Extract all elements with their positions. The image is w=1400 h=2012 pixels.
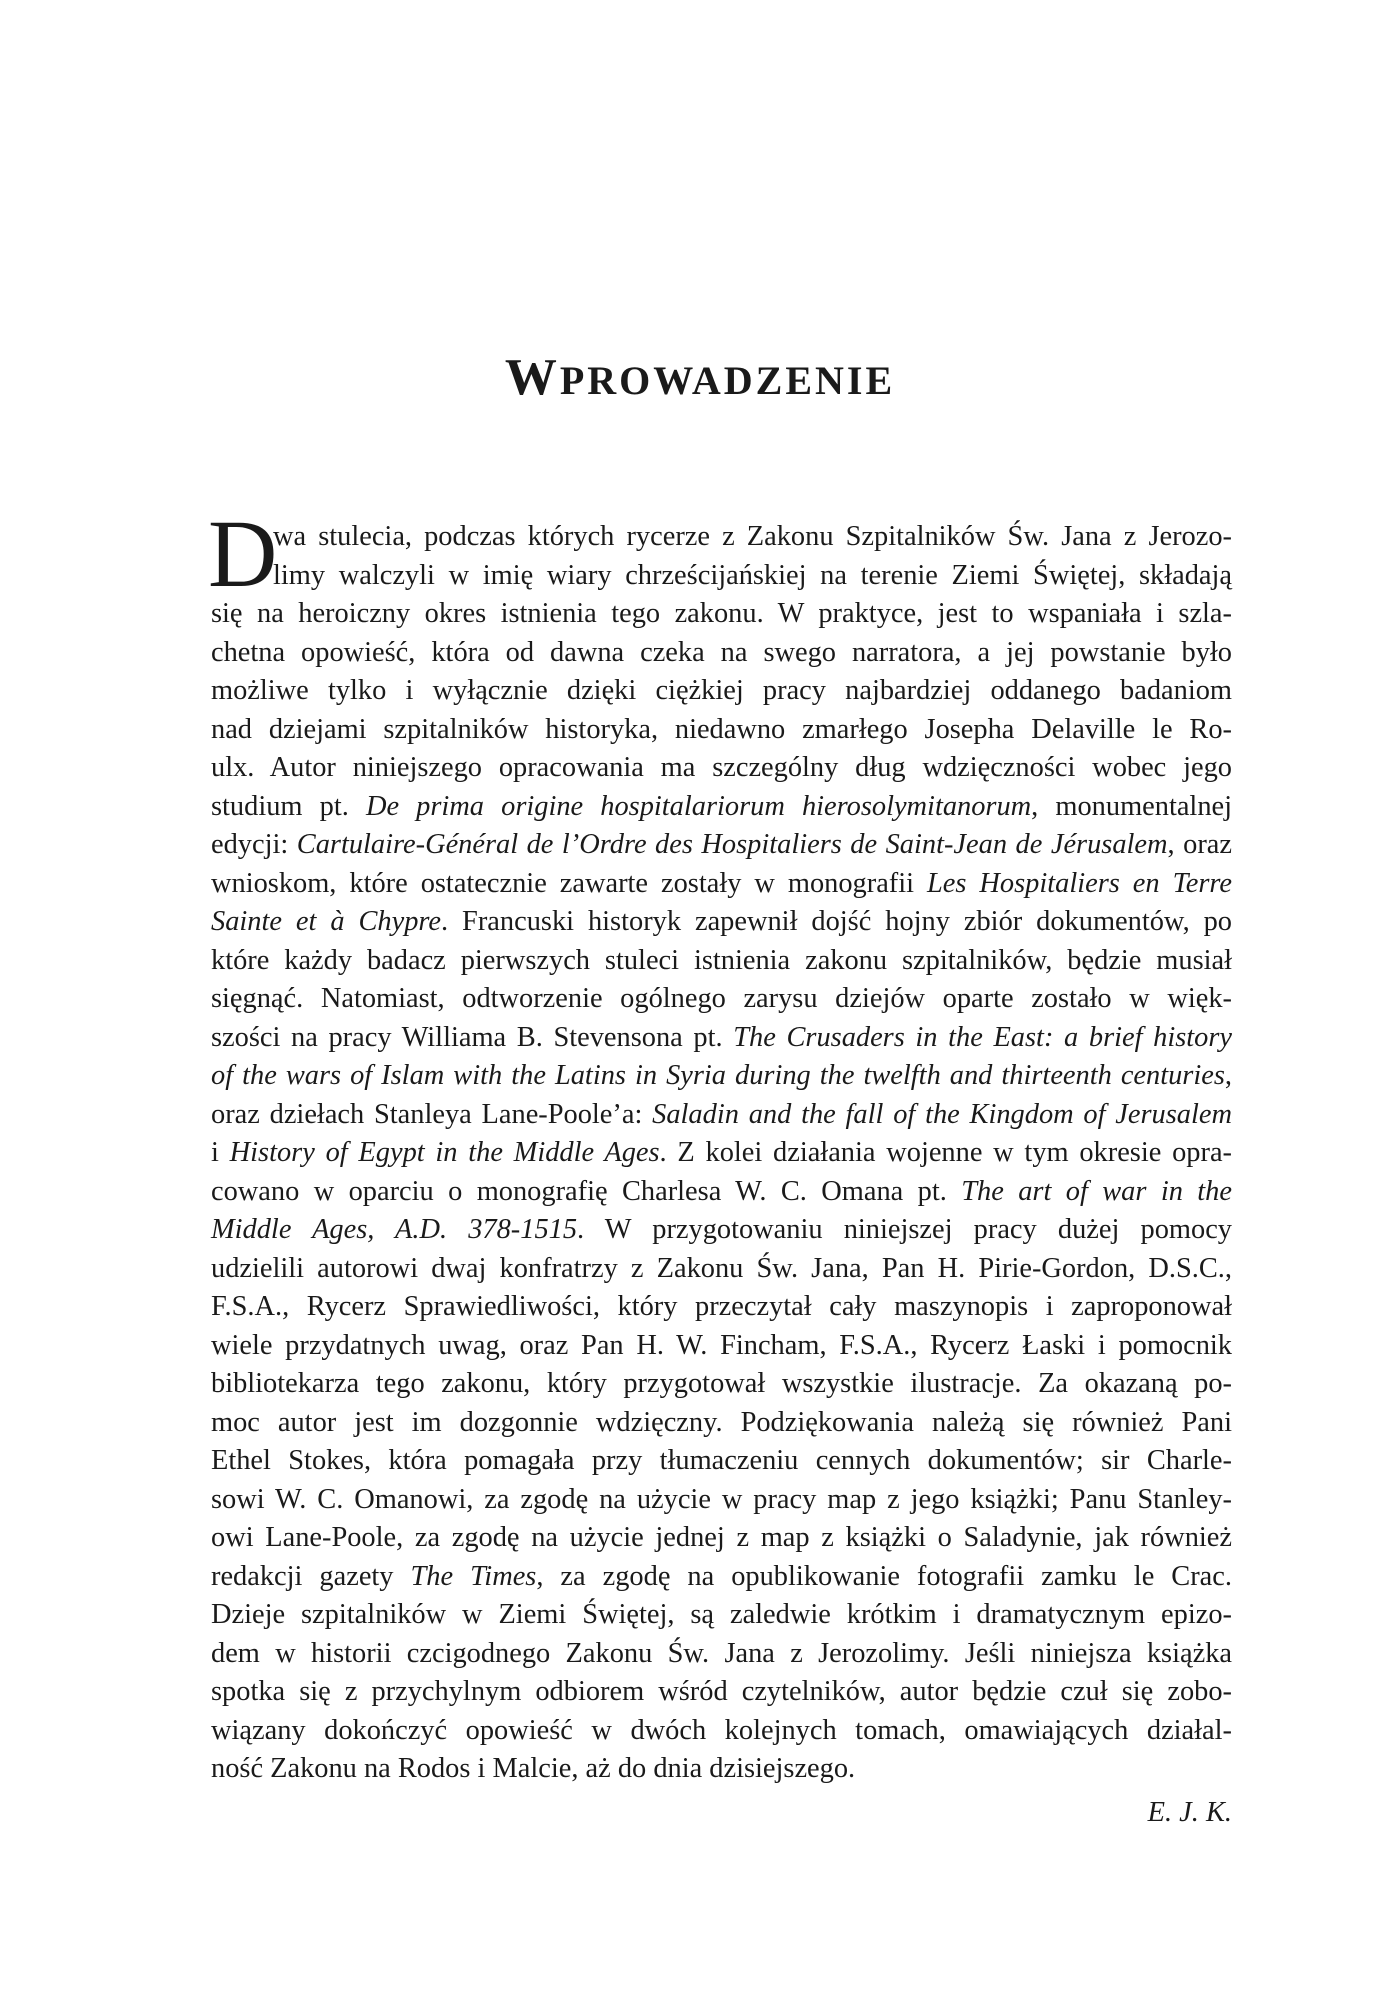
paragraph-line: [211, 557, 1232, 596]
heading-smallcaps: PROWADZENIE: [559, 358, 896, 403]
italic-title: The Times: [410, 1560, 537, 1592]
paragraph-line: [211, 980, 1232, 1019]
text-run: bibliotekarza tego zakonu, który przygotował wszystkie ilustracje. Za okazaną po-: [211, 1368, 1232, 1399]
signature-initials: E. J. K.: [1147, 1797, 1232, 1828]
paragraph-line: [211, 1173, 1232, 1212]
paragraph-line: [211, 1057, 1232, 1096]
text-run: . Francuski historyk zapewnił dojść hojny zbiór dokumentów, po: [441, 906, 1233, 937]
paragraph-line: [211, 518, 1232, 557]
paragraph-line: [211, 865, 1232, 904]
text-run: moc autor jest im dozgonnie wdzięczny. Podziękowania należą się również Pani: [211, 1406, 1232, 1438]
paragraph-line: [211, 1211, 1232, 1250]
drop-cap: D: [208, 500, 278, 607]
text-run: redakcji gazety: [211, 1560, 411, 1592]
paragraph-line: [211, 1288, 1232, 1327]
paragraph-line: [211, 595, 1232, 634]
paragraph-line: [211, 1558, 1232, 1597]
text-run: chetna opowieść, która od dawna czeka na swego narratora, a jej powstanie było: [211, 636, 1232, 668]
text-run: studium pt.: [211, 790, 366, 822]
italic-title: Sainte et à Chypre: [211, 906, 442, 937]
paragraph-line: [211, 672, 1232, 711]
italic-title: of the wars of Islam with the Latins in Syria during the twelfth and thirteenth centuries: [211, 1060, 1225, 1091]
paragraph-line: [211, 942, 1232, 981]
text-run: się na heroiczny okres istnienia tego zakonu. W praktyce, jest to wspaniała i szla-: [211, 598, 1232, 629]
chapter-heading: [0, 349, 1400, 406]
text-run: sowi W. C. Omanowi, za zgodę na użycie w pracy map z jego książki; Panu Stanley-: [211, 1483, 1232, 1515]
italic-title: Cartulaire-Général de l’Ordre des Hospitaliers de Saint-Jean de Jérusalem: [296, 829, 1168, 860]
text-run: wiązany dokończyć opowieść w dwóch kolejnych tomach, omawiających działal-: [211, 1714, 1232, 1746]
text-run: ,: [1224, 1060, 1232, 1091]
italic-title: De prima origine hospitalariorum hierosolymitanorum: [365, 790, 1032, 822]
paragraph-line: [211, 1635, 1232, 1674]
paragraph-line: [211, 903, 1232, 942]
paragraph-line: [211, 711, 1232, 750]
text-run: . Z kolei działania wojenne w tym okresie opra-: [659, 1137, 1233, 1168]
text-run: nad dziejami szpitalników historyka, niedawno zmarłego Josepha Delaville le Ro-: [211, 713, 1232, 745]
text-run: ność Zakonu na Rodos i Malcie, aż do dnia dzisiejszego.: [211, 1753, 856, 1784]
text-run: wnioskom, które ostatecznie zawarte zostały w monografii: [211, 867, 928, 899]
text-run: owi Lane-Poole, za zgodę na użycie jednej z map z książki o Saladynie, jak również: [211, 1522, 1232, 1553]
text-run: możliwe tylko i wyłącznie dzięki ciężkiej pracy najbardziej oddanego badaniom: [211, 675, 1232, 706]
italic-title: History of Egypt in the Middle Ages: [229, 1137, 660, 1168]
text-run: oraz dziełach Stanleya Lane-Poole’a:: [211, 1098, 653, 1130]
text-run: szości na pracy Williama B. Stevensona pt.: [211, 1021, 734, 1053]
text-run: i: [211, 1137, 230, 1168]
text-run: , oraz: [1167, 829, 1232, 860]
paragraph-line: [211, 1712, 1232, 1751]
body-text: [208, 500, 1233, 1789]
paragraph-line: [211, 1134, 1232, 1173]
paragraph-line: [211, 1327, 1232, 1366]
paragraph-line: [211, 788, 1232, 827]
text-run: sięgnąć. Natomiast, odtworzenie ogólnego zarysu dziejów oparte zostało w więk-: [211, 983, 1232, 1014]
text-run: spotka się z przychylnym odbiorem wśród czytelników, autor będzie czuł się zobo-: [211, 1676, 1232, 1707]
paragraph-line: [211, 1673, 1232, 1712]
italic-title: The Crusaders in the East: a brief history: [733, 1021, 1233, 1053]
text-run: , za zgodę na opublikowanie fotografii zamku le Crac.: [536, 1560, 1232, 1592]
paragraph-line: [211, 1481, 1232, 1520]
text-run: , monumentalnej: [1031, 790, 1233, 822]
text-run: wiele przydatnych uwag, oraz Pan H. W. Fincham, F.S.A., Rycerz Łaski i pomocnik: [211, 1329, 1232, 1361]
text-run: dem w historii czcigodnego Zakonu Św. Jana z Jerozolimy. Jeśli niniejsza książka: [211, 1637, 1232, 1669]
paragraph-line: [211, 1365, 1232, 1404]
paragraph-line: [211, 749, 1232, 788]
paragraph-line: [211, 1750, 1232, 1789]
paragraph-line: [211, 826, 1232, 865]
text-run: Ethel Stokes, która pomagała przy tłumaczeniu cennych dokumentów; sir Charle-: [211, 1445, 1232, 1476]
text-run: wa stulecia, podczas których rycerze z Zakonu Szpitalników Św. Jana z Jerozo-: [273, 521, 1232, 552]
text-run: edycji:: [211, 829, 297, 860]
paragraph-line: [211, 1596, 1232, 1635]
paragraph-line: [211, 1442, 1232, 1481]
italic-title: Saladin and the fall of the Kingdom of Jerusalem: [652, 1098, 1232, 1130]
paragraph-line: [211, 634, 1232, 673]
paragraph-line: [211, 1019, 1232, 1058]
text-run: Dzieje szpitalników w Ziemi Świętej, są zaledwie krótkim i dramatycznym epizo-: [211, 1599, 1232, 1630]
italic-title: The art of war in the: [961, 1175, 1232, 1207]
paragraph-line: [211, 1519, 1232, 1558]
heading-initial: W: [504, 349, 560, 406]
italic-title: Middle Ages, A.D. 378-1515: [211, 1214, 578, 1245]
text-run: udzielili autorowi dwaj konfratrzy z Zakonu Św. Jana, Pan H. Pirie-Gordon, D.S.C.,: [211, 1252, 1232, 1284]
text-run: limy walczyli w imię wiary chrześcijańskiej na terenie Ziemi Świętej, składają: [273, 559, 1232, 591]
text-run: F.S.A., Rycerz Sprawiedliwości, który przeczytał cały maszynopis i zaproponował: [211, 1291, 1232, 1322]
text-run: cowano w oparciu o monografię Charlesa W. C. Omana pt.: [211, 1175, 962, 1207]
text-run: które każdy badacz pierwszych stuleci istnienia zakonu szpitalników, będzie musiał: [211, 944, 1232, 976]
paragraph-line: [211, 1250, 1232, 1289]
text-run: ulx. Autor niniejszego opracowania ma szczególny dług wdzięczności wobec jego: [211, 752, 1232, 783]
paragraph-line: [211, 1404, 1232, 1443]
text-run: . W przygotowaniu niniejszej pracy dużej pomocy: [577, 1214, 1232, 1245]
paragraph-line: [211, 1096, 1232, 1135]
italic-title: Les Hospitaliers en Terre: [927, 867, 1232, 899]
